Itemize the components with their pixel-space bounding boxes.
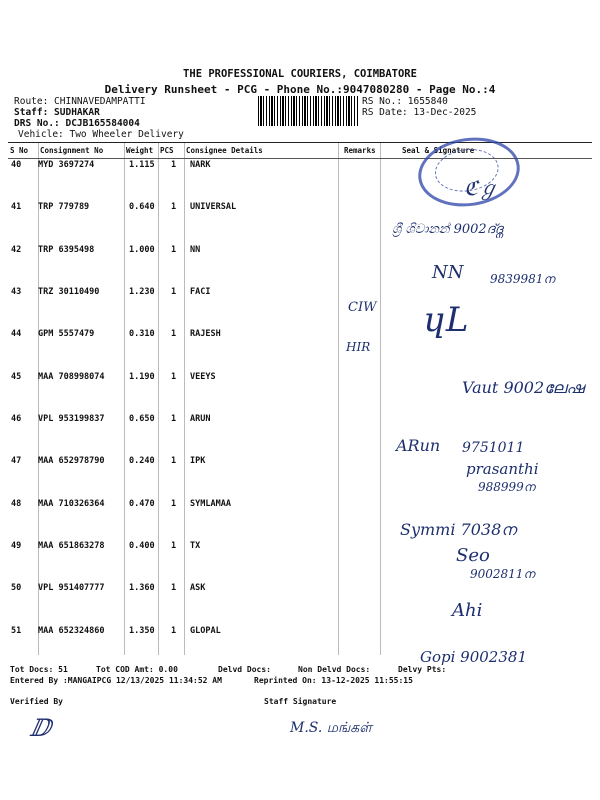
- company-title: THE PROFESSIONAL COURIERS, COIMBATORE: [183, 68, 417, 80]
- route-label: Route: CHINNAVEDAMPATTI: [14, 96, 146, 107]
- col-remarks: Remarks: [344, 146, 376, 155]
- signature-51: Gopi 9002381: [420, 648, 527, 666]
- table-row: 45 MAA 708998074 1.190 1 VEEYS: [11, 372, 216, 382]
- table-row: 41 TRP 779789 0.640 1 UNIVERSAL: [11, 202, 237, 212]
- delivered-docs: Delvd Docs:: [218, 665, 271, 674]
- reprinted-on: Reprinted On: 13-12-2025 11:55:15: [254, 676, 413, 685]
- non-delivered-docs: Non Delvd Docs:: [298, 665, 371, 674]
- signature-50: 9002811ന: [470, 567, 535, 581]
- signature-47-name: ARun: [396, 436, 441, 455]
- verifier-signature: ⅅ: [30, 714, 51, 742]
- col-sno: S No: [10, 146, 29, 155]
- signature-48-name: prasanthi: [466, 460, 539, 478]
- drs-number: DRS No.: DCJB165584004: [14, 118, 140, 129]
- signature-48-phone: 988999ന: [478, 480, 535, 494]
- col-weight: Weight: [126, 146, 154, 155]
- barcode-graphic: [258, 96, 358, 126]
- table-row: 51 MAA 652324860 1.350 1 GLOPAL: [11, 626, 221, 636]
- table-row: 49 MAA 651863278 0.400 1 TX: [11, 541, 201, 551]
- table-row: 43 TRZ 30110490 1.230 1 FACI: [11, 287, 211, 297]
- signature-49: Symmi 7038ന: [400, 520, 517, 539]
- staff-signature-label: Staff Signature: [264, 697, 337, 706]
- total-docs: Tot Docs: 51: [10, 665, 68, 674]
- signature-47-phone: 9751011: [462, 440, 525, 456]
- signature-41: ශ්‍රී ශිවානන් 9002ദ്ദ്ന: [392, 222, 503, 237]
- col-pcs: PCS: [160, 146, 174, 155]
- rs-date: RS Date: 13-Dec-2025: [362, 107, 477, 118]
- verified-by-label: Verified By: [10, 697, 63, 706]
- table-row: 48 MAA 710326364 0.470 1 SYMLAMAA: [11, 499, 231, 509]
- signature-40: ℭℊ: [464, 176, 499, 200]
- remark-44-b: HIR: [346, 340, 371, 354]
- table-row: 46 VPL 953199837 0.650 1 ARUN: [11, 414, 211, 424]
- table-row: 50 VPL 951407777 1.360 1 ASK: [11, 583, 206, 593]
- staff-signature: M.S. மங்கள்: [290, 720, 372, 736]
- table-row: 42 TRP 6395498 1.000 1 NN: [11, 245, 201, 255]
- entered-by: Entered By :MANGAIPCG 12/13/2025 11:34:52 AM: [10, 676, 222, 685]
- staff-label: Staff: SUDHAKAR: [14, 107, 100, 118]
- total-cod-amount: Tot COD Amt: 0.00: [96, 665, 178, 674]
- vehicle-label: Vehicle: Two Wheeler Delivery: [18, 129, 184, 140]
- signature-44: ɥL: [424, 300, 469, 340]
- col-seal-signature: Seal & Signature: [402, 146, 475, 155]
- table-row: 47 MAA 652978790 0.240 1 IPK: [11, 456, 206, 466]
- signature-50-mark: Seo: [456, 545, 490, 566]
- table-row: 40 MYD 3697274 1.115 1 NARK: [11, 160, 211, 170]
- remark-44-a: CIW: [348, 300, 377, 315]
- table-row: 44 GPM 5557479 0.310 1 RAJESH: [11, 329, 221, 339]
- signature-42-phone: 9839981ന: [490, 272, 555, 286]
- runsheet-subtitle: Delivery Runsheet - PCG - Phone No.:9047080280 - Page No.:4: [104, 83, 496, 96]
- signature-51-mark: Ahi: [452, 600, 483, 621]
- rs-number: RS No.: 1655840: [362, 96, 448, 107]
- col-consignee: Consignee Details: [186, 146, 263, 155]
- signature-42: NN: [432, 262, 464, 283]
- col-consignment: Consignment No: [40, 146, 104, 155]
- signature-45: Vaut 9002ലേഷ: [462, 378, 584, 397]
- delivery-points: Delvy Pts:: [398, 665, 447, 674]
